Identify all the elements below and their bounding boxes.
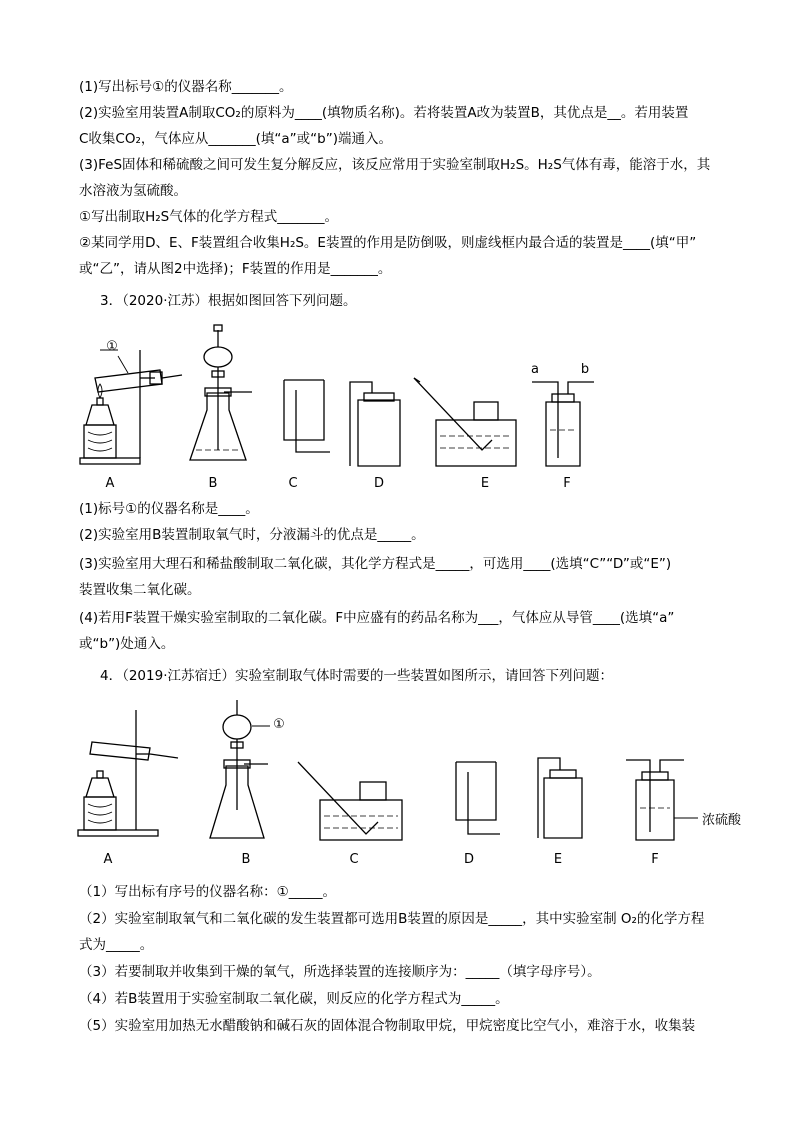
q4-line-6: （5）实验室用加热无水醋酸钠和碱石灰的固体混合物制取甲烷，甲烷密度比空气小，难溶于水，收集装	[79, 1018, 696, 1034]
q4-apparatus-f	[626, 760, 698, 840]
q3-line-6: 或“b”)处通入。	[79, 636, 175, 652]
q3-label-b: B	[208, 476, 218, 491]
q3-apparatus-b	[190, 325, 252, 460]
q4-reagent-label: 浓硫酸	[702, 813, 742, 828]
q3-port-a: a	[531, 362, 539, 377]
q3-apparatus-f	[532, 382, 594, 466]
q4-line-4: （3）若要制取并收集到干燥的氧气，所选择装置的连接顺序为：_____（填字母序号）。	[79, 964, 601, 980]
q3-port-b: b	[580, 362, 590, 377]
q2-line-2: (2)实验室用装置A制取CO₂的原料为____(填物质名称)。若将装置A改为装置B，其优点是__。若用装置	[79, 105, 689, 121]
q2-line-7: ②某同学用D、E、F装置组合收集H₂S。E装置的作用是防倒吸，则虚线框内最合适的装置是____(填“甲”	[79, 235, 697, 251]
q3-label-c: C	[288, 476, 298, 491]
q3-apparatus-a	[80, 350, 182, 464]
q2-line-4: (3)FeS固体和稀硫酸之间可发生复分解反应，该反应常用于实验室制取H₂S。H₂S气体有毒，能溶于水，其	[79, 157, 711, 173]
q4-label-a: A	[103, 852, 113, 867]
q4-apparatus-b	[210, 700, 270, 838]
q4-label-e: E	[553, 852, 563, 867]
q3-line-2: (2)实验室用B装置制取氧气时，分液漏斗的优点是_____。	[79, 527, 425, 543]
q3-line-3: (3)实验室用大理石和稀盐酸制取二氧化碳，其化学方程式是_____，可选用____(选填“C”“D”或“E”)	[79, 556, 672, 572]
q4-marker-1: ①	[273, 717, 285, 732]
q4-label-c: C	[349, 852, 359, 867]
q4-apparatus-d	[456, 762, 500, 834]
q3-label-a: A	[105, 476, 115, 491]
q4-line-2: （2）实验室制取氧气和二氧化碳的发生装置都可选用B装置的原因是_____，其中实验室制 O₂的化学方程	[79, 911, 705, 927]
q2-line-1: (1)写出标号①的仪器名称_______。	[79, 79, 293, 95]
q3-line-5: (4)若用F装置干燥实验室制取的二氧化碳。F中应盛有的药品名称为___，气体应从导管____(选填“a”	[79, 610, 675, 626]
q3-apparatus-d	[350, 382, 400, 466]
q3-apparatus-c	[284, 380, 330, 452]
q4-heading: 4．（2019·江苏宿迁）实验室制取气体时需要的一些装置如图所示，请回答下列问题：	[100, 668, 613, 684]
q4-apparatus-c	[298, 762, 402, 840]
q3-heading: 3．（2020·江苏）根据如图回答下列问题。	[100, 293, 357, 309]
q2-line-3: C收集CO₂，气体应从_______(填“a”或“b”)端通入。	[79, 131, 392, 147]
q4-label-d: D	[463, 852, 474, 867]
q2-line-8: 或“乙”，请从图2中选择)；F装置的作用是_______。	[79, 261, 392, 277]
q4-apparatus-e	[538, 758, 582, 838]
q2-line-5: 水溶液为氢硫酸。	[79, 183, 187, 199]
q2-line-6: ①写出制取H₂S气体的化学方程式_______。	[79, 209, 338, 225]
q4-line-3: 式为_____。	[79, 937, 154, 953]
q4-label-b: B	[241, 852, 251, 867]
q4-apparatus-a	[78, 710, 178, 836]
q3-apparatus-e	[414, 378, 516, 466]
q3-label-e: E	[480, 476, 490, 491]
q3-line-4: 装置收集二氧化碳。	[79, 582, 201, 598]
q3-label-d: D	[373, 476, 384, 491]
q4-label-f: F	[651, 852, 659, 867]
q3-line-1: (1)标号①的仪器名称是____。	[79, 501, 259, 517]
q3-label-f: F	[563, 476, 571, 491]
q4-line-1: （1）写出标有序号的仪器名称：①_____。	[79, 884, 336, 900]
q4-line-5: （4）若B装置用于实验室制取二氧化碳，则反应的化学方程式为_____。	[79, 991, 509, 1007]
q3-marker-1: ①	[106, 339, 118, 354]
